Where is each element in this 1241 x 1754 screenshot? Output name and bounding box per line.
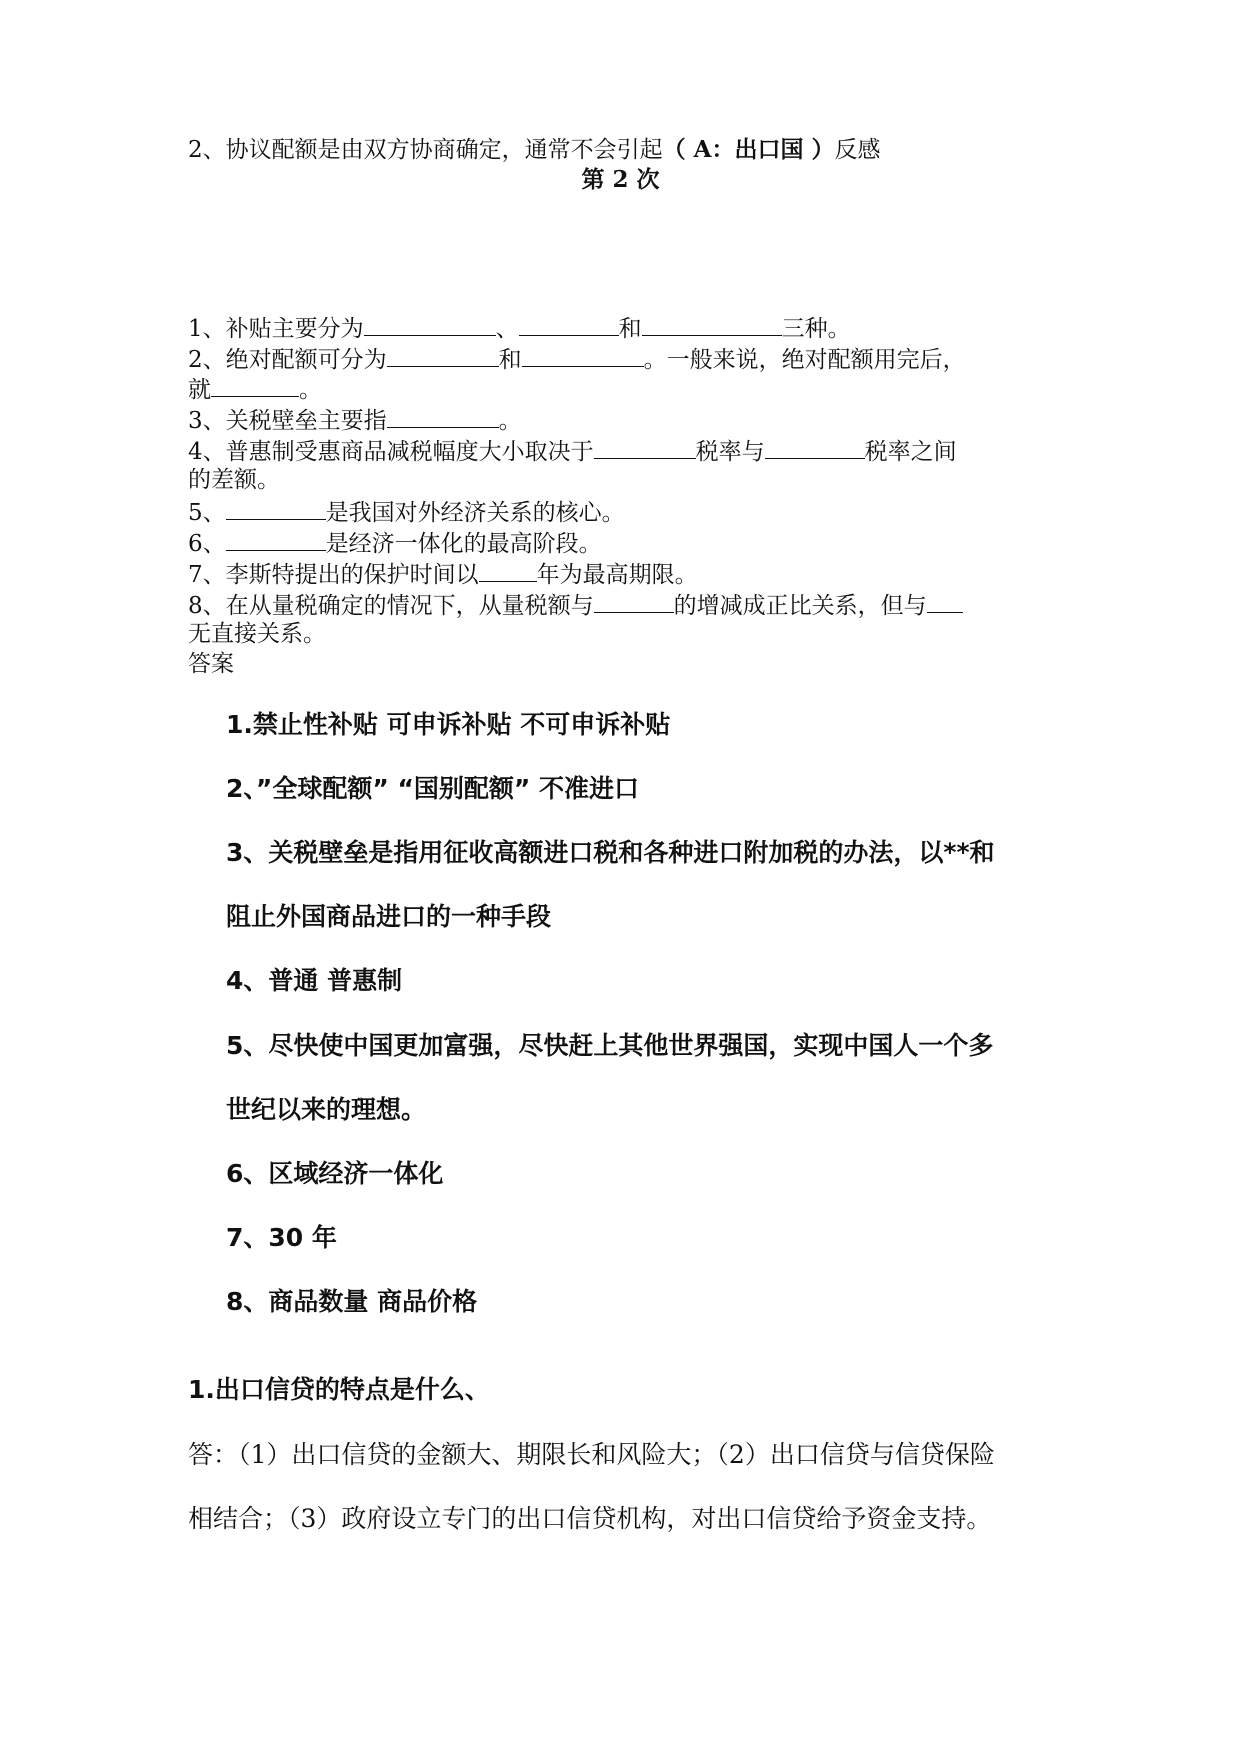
answer-heading: 答案 [188, 651, 234, 677]
question-1-and: 和 [618, 316, 642, 342]
answer-line: 世纪以来的理想。 [226, 1095, 427, 1124]
question-6-num: 6、 [188, 531, 226, 557]
question-2-text: 2、绝对配额可分为 [188, 347, 387, 373]
essay-question: 1.出口信贷的特点是什么、 [188, 1375, 490, 1404]
answer-blank[interactable] [519, 311, 619, 336]
answer-blank[interactable] [226, 526, 326, 551]
question-5-num: 5、 [188, 500, 226, 526]
section-title: 第 2 次 [581, 166, 660, 193]
question-4-end: 的差额。 [188, 467, 280, 493]
answer-line: 5、尽快使中国更加富强，尽快赶上其他世界强国，实现中国人一个多 [226, 1031, 994, 1060]
answer-blank[interactable] [642, 311, 782, 336]
question-4-line2 [188, 464, 280, 496]
question-4-cont: 税率之间 [864, 439, 957, 465]
question-2-and: 和 [498, 347, 522, 373]
question-1-text: 1、补贴主要分为 [188, 316, 364, 342]
answer-blank[interactable] [211, 372, 299, 397]
answer-line: 7、30 年 [226, 1223, 337, 1252]
question-8-text: 8、在从量税确定的情况下，从量税额与 [188, 593, 594, 619]
question-5-text: 是我国对外经济关系的核心。 [325, 500, 625, 526]
answer-blank[interactable] [522, 342, 644, 367]
question-3-text: 3、关税壁垒主要指 [188, 408, 387, 434]
question-1-sep: 、 [495, 316, 519, 342]
question-3 [188, 403, 522, 437]
question-7-text: 7、李斯特提出的保护时间以 [188, 562, 479, 588]
question-2-line2 [188, 372, 322, 406]
answer-line: 6、区域经济一体化 [226, 1159, 444, 1188]
essay-answer-line: 相结合；（3）政府设立专门的出口信贷机构，对出口信贷给予资金支持。 [188, 1504, 992, 1533]
question-7 [188, 557, 698, 591]
question-8 [188, 588, 963, 622]
question-2 [188, 342, 966, 376]
top-question-text: 2、协议配额是由双方协商确定，通常不会引起 [188, 137, 663, 163]
answer-line: 3、关税壁垒是指用征收高额进口税和各种进口附加税的办法，以**和 [226, 838, 995, 867]
answer-blank[interactable] [594, 588, 674, 613]
question-3-end: 。 [498, 408, 522, 434]
question-5 [188, 495, 625, 529]
question-1 [188, 311, 851, 345]
top-question-suffix: 反感 [834, 137, 881, 163]
answer-line: 阻止外国商品进口的一种手段 [226, 902, 552, 931]
question-7-end: 年为最高期限。 [536, 562, 698, 588]
answer-blank[interactable] [765, 434, 865, 459]
essay-answer-line: 答：（1）出口信贷的金额大、期限长和风险大；（2）出口信贷与信贷保险 [188, 1440, 995, 1469]
answer-blank[interactable] [226, 495, 326, 520]
answer-blank[interactable] [927, 588, 963, 613]
question-4 [188, 434, 957, 468]
answer-line: 8、商品数量 商品价格 [226, 1287, 478, 1316]
top-question [188, 134, 881, 166]
answer-blank[interactable] [387, 342, 499, 367]
question-1-end: 三种。 [781, 316, 851, 342]
answer-line: 4、普通 普惠制 [226, 966, 403, 995]
answer-blank[interactable] [364, 311, 496, 336]
question-8-end: 无直接关系。 [188, 621, 326, 647]
answer-blank[interactable] [479, 557, 537, 582]
question-4-text: 4、普惠制受惠商品减税幅度大小取决于 [188, 439, 594, 465]
question-2-jiu: 就 [188, 377, 211, 403]
question-2-cont: 。一般来说，绝对配额用完后， [643, 347, 966, 373]
question-8-mid: 的增减成正比关系，但与 [673, 593, 927, 619]
question-8-line2 [188, 618, 326, 650]
question-6-text: 是经济一体化的最高阶段。 [325, 531, 602, 557]
question-6 [188, 526, 602, 560]
answer-blank[interactable] [387, 403, 499, 428]
answer-line: 1.禁止性补贴 可申诉补贴 不可申诉补贴 [226, 710, 671, 739]
question-4-mid: 税率与 [695, 439, 765, 465]
top-question-answer: （ A：出口国 ） [662, 136, 835, 163]
question-2-end: 。 [299, 377, 322, 403]
answer-blank[interactable] [594, 434, 696, 459]
answer-line: 2、”全球配额” “国别配额” 不准进口 [226, 774, 640, 803]
